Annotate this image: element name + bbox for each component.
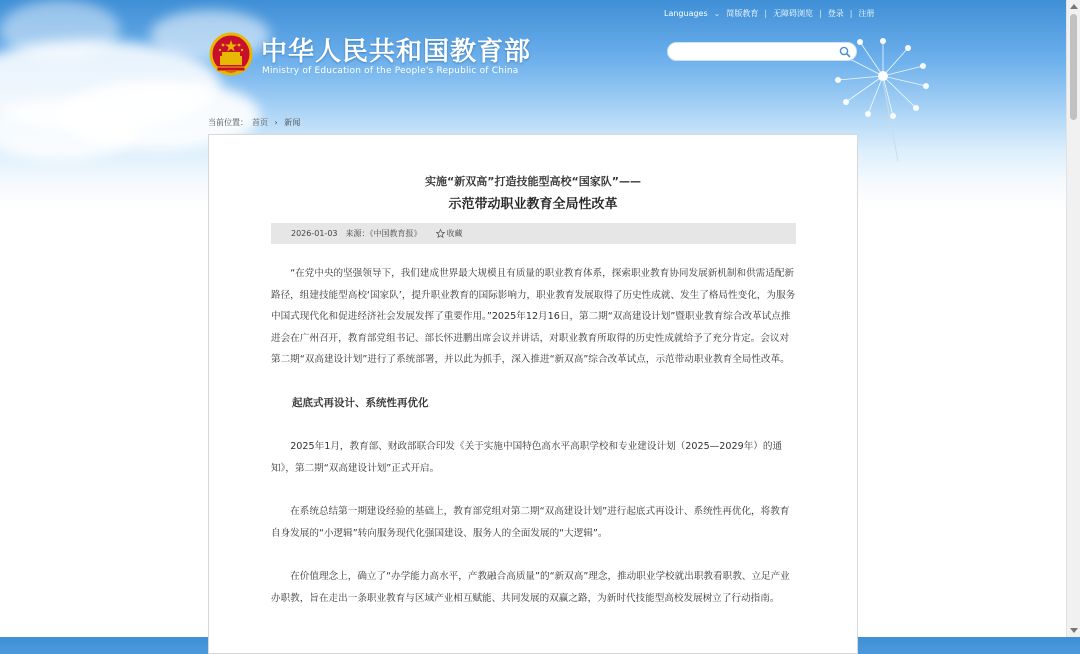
- article-paragraph: “在党中央的坚强领导下，我们建成世界最大规模且有质量的职业教育体系，探索职业教育协同发展新机制和供需适配新路径，组建技能型高校‘国家队’，提升职业教育的国际影响力，职业教育发展取得了历史性成就、发生了格局性变化，为服务中国式现代化和促进经济社会发展发挥了重要作用。”2025年12月16日，第二期“双高建设计划”暨职业教育综合改革试点推进会在广州召开，教育部党组书记、部长怀进鹏出席会议并讲话，对职业教育所取得的历史性成就给予了充分肯定。会议对第二期“双高建设计划”进行了系统部署，并以此为抓手，深入推进“新双高”综合改革试点，示范带动职业教育全局性改革。: [271, 268, 796, 365]
- favorite-button[interactable]: [436, 228, 463, 239]
- article-paragraph: 在价值理念上，确立了“办学能力高水平，产教融合高质量”的“新双高”理念，推动职业学校就出职教看职教、立足产业办职教，旨在走出一条职业教育与区域产业相互赋能、共同发展的双赢之路，为新时代技能型高校发展树立了行动指南。: [271, 571, 790, 604]
- search-box: [667, 42, 857, 61]
- login-link[interactable]: 登录: [827, 9, 844, 18]
- article-subheading: 起底式再设计、系统性再优化: [292, 396, 429, 409]
- vertical-scrollbar[interactable]: [1066, 0, 1080, 637]
- article-title-line1: 实施“新双高”打造技能型高校“国家队”——: [425, 175, 641, 188]
- breadcrumb-current[interactable]: 新闻: [284, 118, 301, 127]
- scroll-up-icon[interactable]: [1070, 4, 1078, 9]
- accessibility-link[interactable]: 无障碍浏览: [773, 9, 814, 18]
- scroll-down-icon[interactable]: [1070, 628, 1078, 633]
- register-link[interactable]: 注册: [858, 9, 875, 18]
- separator: |: [849, 9, 853, 18]
- breadcrumb-home[interactable]: 首页: [252, 118, 268, 127]
- languages-link[interactable]: Languages: [664, 9, 708, 18]
- breadcrumb: [208, 117, 304, 128]
- search-input[interactable]: [676, 46, 840, 65]
- separator: |: [819, 9, 822, 18]
- article-paragraph: 2025年1月，教育部、财政部联合印发《关于实施中国特色高水平高职学校和专业建设计划（2025—2029年）的通知》，第二期“双高建设计划”正式开启。: [271, 441, 783, 474]
- top-links: [664, 8, 874, 19]
- chevron-down-icon: ⌄: [713, 9, 721, 18]
- article-source: 来源：《中国教育报》: [345, 229, 422, 238]
- cloud-decoration: [0, 100, 140, 160]
- article-meta: [271, 223, 796, 244]
- site-title[interactable]: 中华人民共和国教育部: [261, 37, 532, 67]
- breadcrumb-prefix: 当前位置：: [208, 118, 248, 127]
- article-panel: [208, 134, 858, 654]
- search-icon[interactable]: [839, 46, 851, 58]
- separator: |: [764, 9, 768, 18]
- national-emblem-icon[interactable]: [209, 32, 253, 76]
- favorite-label: 收藏: [446, 229, 463, 238]
- star-icon: [436, 229, 445, 238]
- article-title-line2: 示范带动职业教育全局性改革: [448, 197, 618, 212]
- article-paragraph: 在系统总结第一期建设经验的基础上，教育部党组对第二期“双高建设计划”进行起底式再设计、系统性再优化，将教育自身发展的“小逻辑”转向服务现代化强国建设、服务人的全面发展的“大逻辑”。: [271, 506, 790, 539]
- breadcrumb-separator: ›: [274, 118, 278, 127]
- article-date: 2026-01-03: [291, 229, 338, 238]
- site-subtitle: Ministry of Education of the People's Republic of China: [262, 66, 519, 76]
- simple-version-link[interactable]: 简版教育: [726, 9, 759, 18]
- scroll-thumb[interactable]: [1070, 14, 1077, 120]
- article-body: [271, 263, 796, 631]
